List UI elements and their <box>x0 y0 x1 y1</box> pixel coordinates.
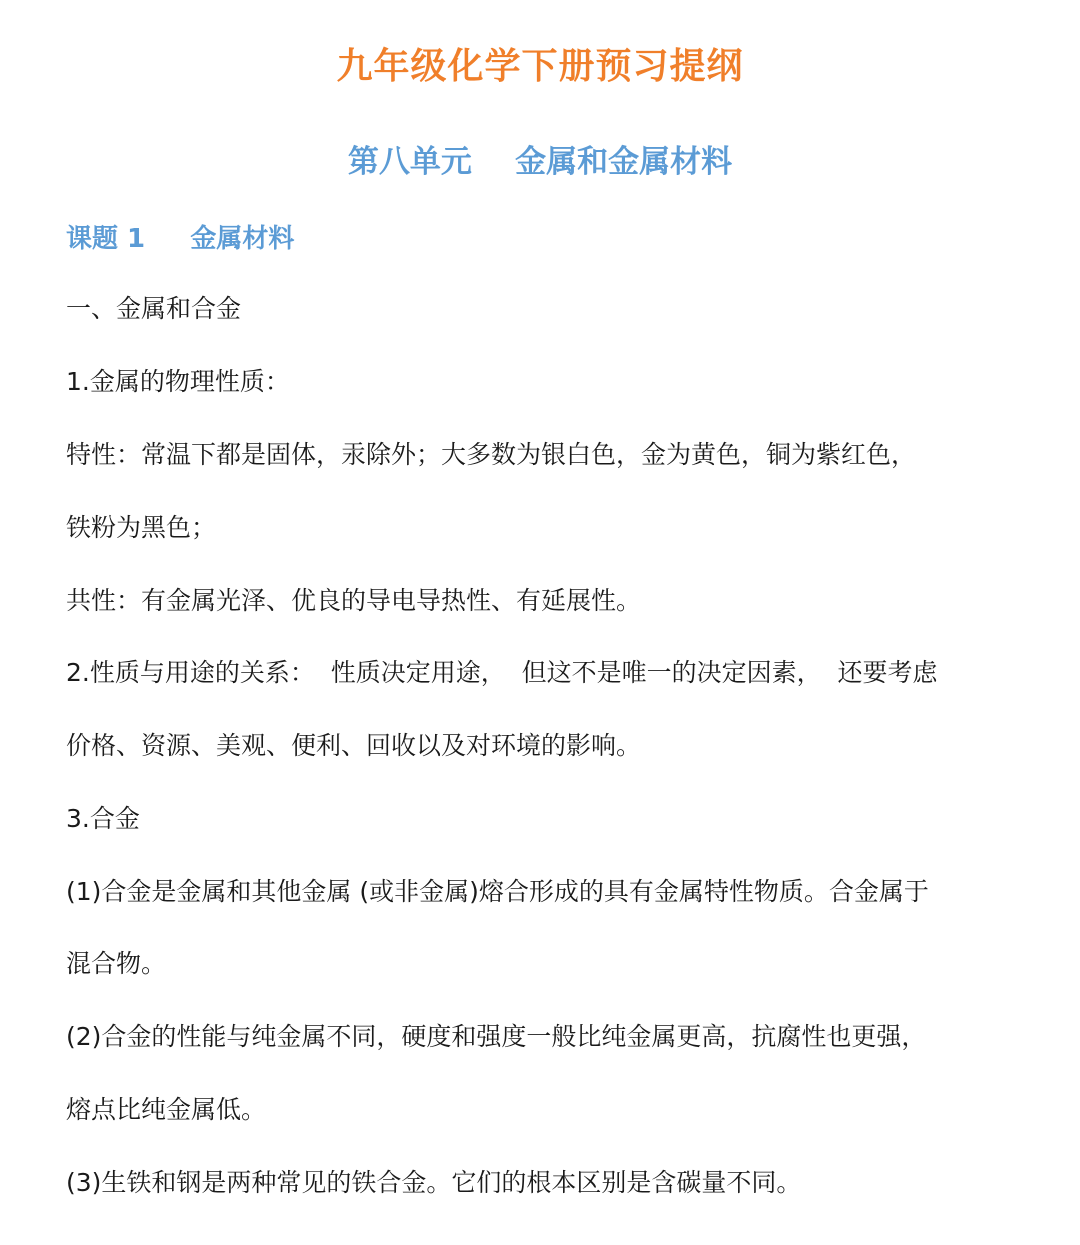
item1-heading: 1.金属的物理性质： <box>66 367 290 396</box>
item1-special-line2: 铁粉为黑色； <box>66 513 217 542</box>
section-heading: 一、金属和合金 <box>66 294 242 323</box>
unit-heading: 第八单元 金属和金属材料 <box>347 144 733 180</box>
item1-special-line1: 特性：常温下都是固体，汞除外；大多数为银白色，金为黄色，铜为紫红色， <box>66 440 917 469</box>
item3-heading: 3.合金 <box>66 804 140 833</box>
item2-line1: 2.性质与用途的关系： 性质决定用途， 但这不是唯一的决定因素， 还要考虑 <box>66 658 938 687</box>
item3-p2-line1: (2)合金的性能与纯金属不同，硬度和强度一般比纯金属更高，抗腐性也更强， <box>66 1022 927 1051</box>
item3-p3: (3)生铁和钢是两种常见的铁合金。它们的根本区别是含碳量不同。 <box>66 1168 802 1197</box>
document-title: 九年级化学下册预习提纲 <box>336 46 744 87</box>
item3-p1-line1: (1)合金是金属和其他金属 (或非金属)熔合形成的具有金属特性物质。合金属于 <box>66 877 929 906</box>
item2-line2: 价格、资源、美观、便利、回收以及对环境的影响。 <box>66 731 642 760</box>
item3-p1-line2: 混合物。 <box>66 949 167 978</box>
item3-p2-line2: 熔点比纯金属低。 <box>66 1095 267 1124</box>
item1-common: 共性：有金属光泽、优良的导电导热性、有延展性。 <box>66 586 642 615</box>
lesson-heading: 课题 1 金属材料 <box>66 224 295 254</box>
